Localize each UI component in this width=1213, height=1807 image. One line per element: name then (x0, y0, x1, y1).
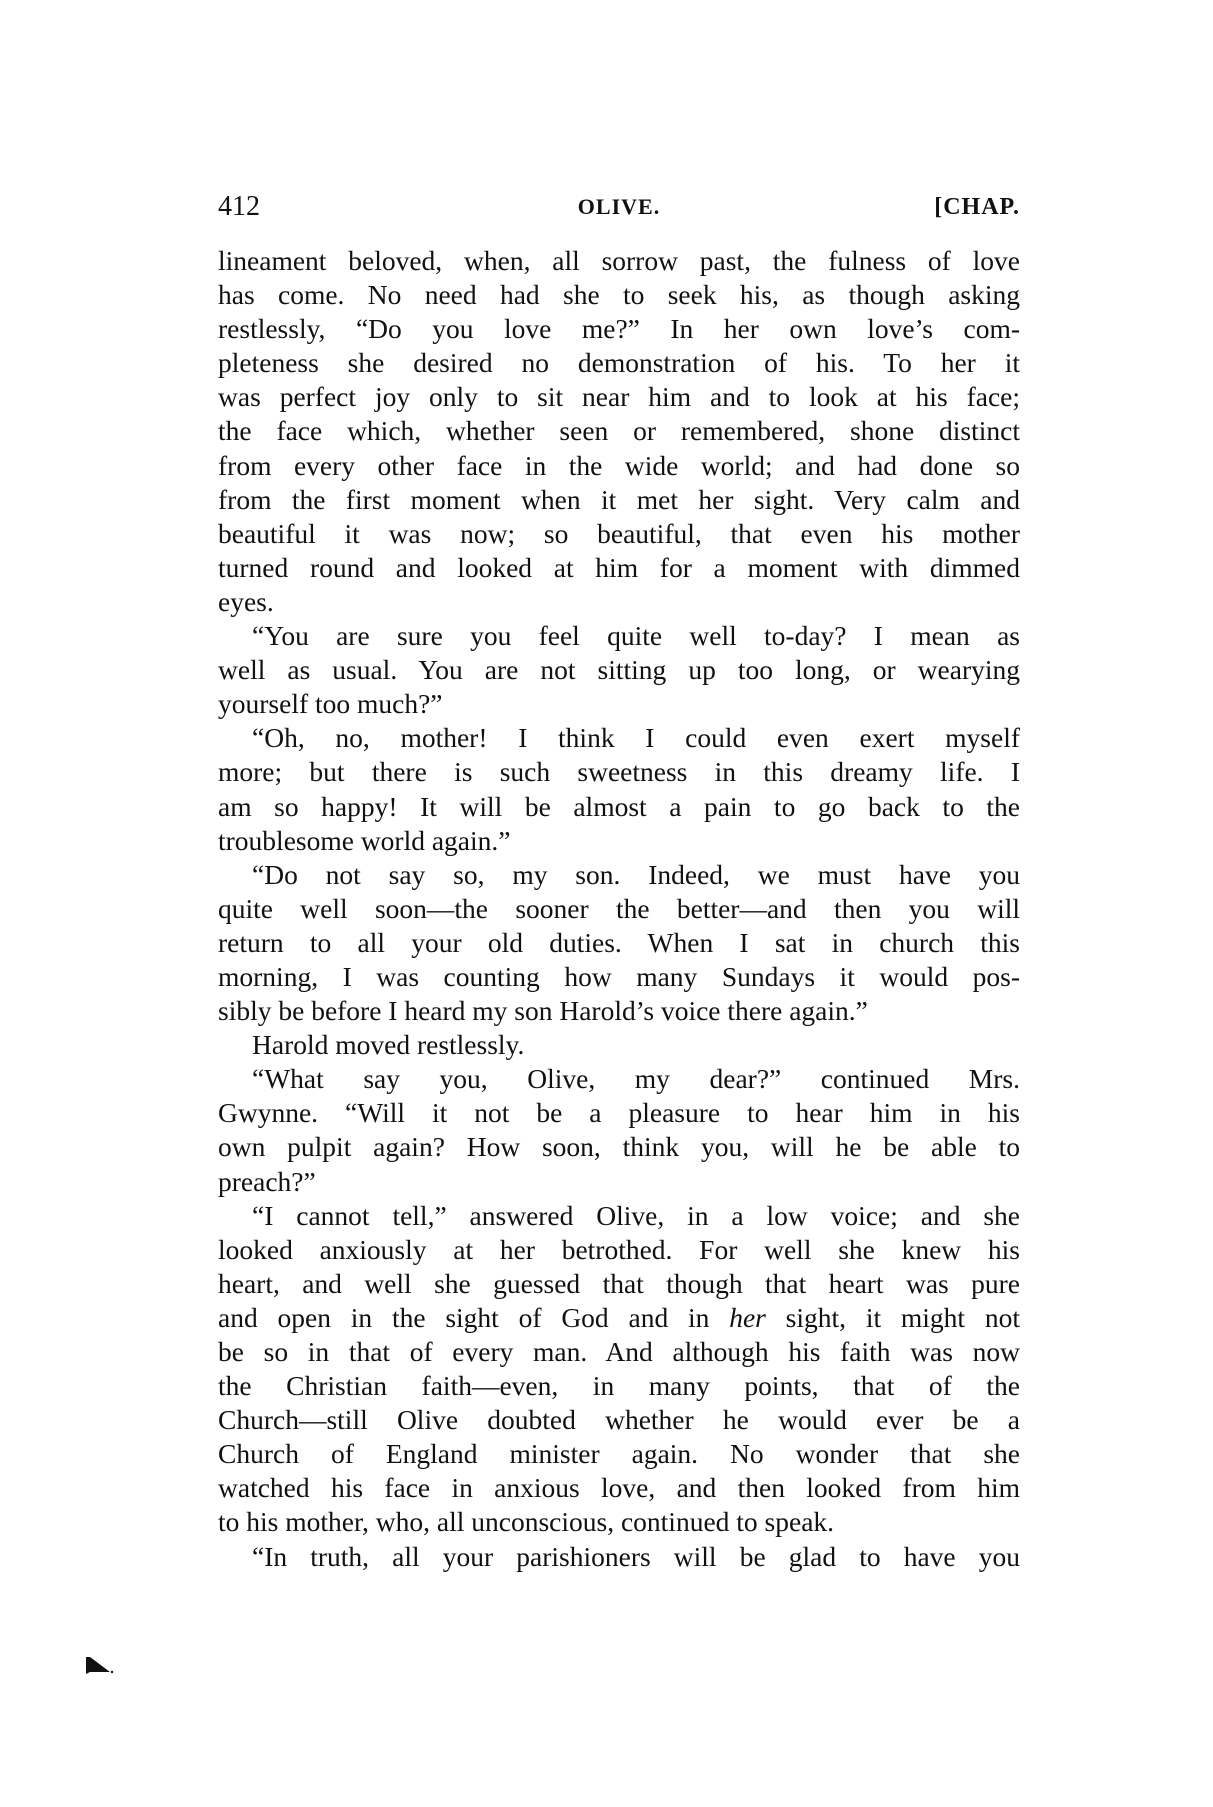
text-line: restlessly, “Do you love me?” In her own love’s com- (218, 313, 1020, 345)
text-line: “Do not say so, my son. Indeed, we must have you (252, 858, 1020, 890)
text-line: lineament beloved, when, all sorrow past, the fulness of love (218, 245, 1020, 276)
text-line: “I cannot tell,” answered Olive, in a low voice; and she (252, 1199, 1020, 1231)
text-line: heart, and well she guessed that though that heart was pure (218, 1267, 1020, 1299)
text-line: morning, I was counting how many Sundays it would pos- (218, 960, 1020, 992)
text-line (218, 1301, 1020, 1335)
text-line: “Oh, no, mother! I think I could even exert myself (252, 722, 1020, 754)
text-segment: and open in the sight of God and in (218, 1301, 730, 1333)
running-header (218, 187, 1020, 227)
text-line: was perfect joy only to sit near him and to look at his face; (218, 381, 1020, 413)
text-line: eyes. (218, 585, 274, 617)
text-line: well as usual. You are not sitting up too long, or wearying (218, 654, 1020, 686)
body-text (218, 244, 1020, 1574)
text-line: return to all your old duties. When I sat in church this (218, 926, 1020, 958)
text-line: “What say you, Olive, my dear?” continued Mrs. (252, 1063, 1020, 1095)
text-line: Harold moved restlessly. (252, 1029, 525, 1061)
text-line: quite well soon—the sooner the better—and then you will (218, 892, 1020, 924)
text-line: turned round and looked at him for a moment with dimmed (218, 551, 1020, 583)
text-line: be so in that of every man. And although his faith was now (218, 1336, 1020, 1367)
text-line: Church—still Olive doubted whether he would ever be a (218, 1404, 1020, 1436)
text-line: preach?” (218, 1165, 316, 1197)
text-line: more; but there is such sweetness in this dreamy life. I (218, 756, 1020, 788)
page-number: 412 (218, 191, 260, 222)
text-line: Church of England minister again. No wonder that she (218, 1438, 1020, 1470)
text-line: troublesome world again.” (218, 824, 511, 856)
text-line: own pulpit again? How soon, think you, will he be able to (218, 1131, 1020, 1163)
text-line: yourself too much?” (218, 688, 443, 720)
text-line: “In truth, all your parishioners will be glad to have you (252, 1540, 1020, 1572)
page-turn-mark-icon (86, 1655, 114, 1675)
text-line: “You are sure you feel quite well to-day? I mean as (252, 620, 1020, 652)
text-line: the face which, whether seen or remembered, shone distinct (218, 415, 1020, 447)
text-line: has come. No need had she to seek his, as though asking (218, 279, 1020, 311)
chapter-mark: [CHAP. (934, 194, 1020, 220)
running-title: OLIVE. (577, 194, 661, 219)
text-line: looked anxiously at her betrothed. For well she knew his (218, 1233, 1020, 1265)
text-line: beautiful it was now; so beautiful, that even his mother (218, 517, 1020, 549)
text-segment: sight, it might not (765, 1301, 1021, 1333)
text-line: am so happy! It will be almost a pain to go back to the (218, 790, 1020, 822)
text-line: from the first moment when it met her sight. Very calm and (218, 483, 1020, 515)
text-line: to his mother, who, all unconscious, continued to speak. (218, 1506, 835, 1538)
italic-word: her (729, 1301, 766, 1333)
text-line: the Christian faith—even, in many points, that of the (218, 1370, 1020, 1402)
text-line: watched his face in anxious love, and then looked from him (218, 1472, 1020, 1504)
text-line: Gwynne. “Will it not be a pleasure to hear him in his (218, 1097, 1020, 1129)
text-line: from every other face in the wide world; and had done so (218, 449, 1020, 481)
text-line: sibly be before I heard my son Harold’s voice there again.” (218, 995, 868, 1027)
text-line: pleteness she desired no demonstration of his. To her it (218, 347, 1020, 379)
